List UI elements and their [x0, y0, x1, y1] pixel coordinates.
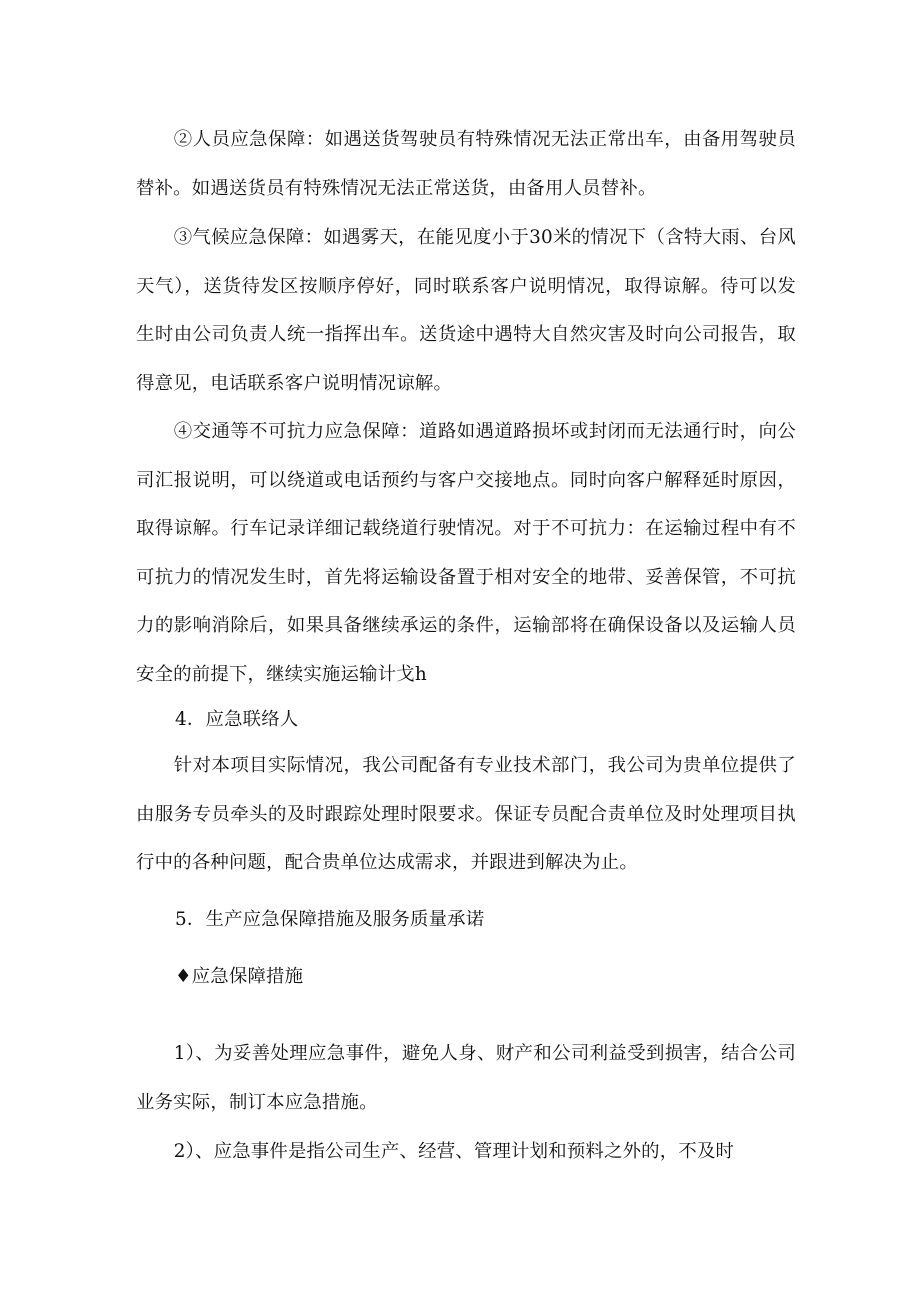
- bullet-heading-emergency-measures: ♦应急保障措施: [175, 966, 304, 987]
- paragraph-measure-2: 2）、应急事件是指公司生产、经营、管理计划和预料之外的，不及时: [173, 1141, 735, 1162]
- paragraph-force-majeure-emergency: ④交通等不可抗力应急保障：道路如遇道路损坏或封闭而无法通行时，向公司汇报说明，可以绕道或电话预约与客户交接地点。同时向客户解释延时原因，取得谅解。行车记录详细记载绕道行驶情况。对于不可抗力：在运输过程中有不可抗力的情况发生时，首先将运输设备置于相对安全的地带、妥善保管，不可抗力的影响消除后，如果具备继续承运的条件，运输部将在确保设备以及运输人员安全的前提下，继续实施运输计戈h: [136, 421, 796, 685]
- paragraph-weather-emergency: ③气候应急保障：如遇雾天，在能见度小于30米的情况下（含特大雨、台风天气），送货待发区按顺序停好，同时联系客户说明情况，取得谅解。待可以发生时由公司负责人统一指挥出车。送货途中遇特大自然灾害及时向公司报告，取得意见，电话联系客户说明情况谅解。: [136, 227, 796, 394]
- paragraph-measure-1: 1）、为妥善处理应急事件，避免人身、财产和公司利益受到损害，结合公司业务实际，制订本应急措施。: [136, 1043, 796, 1113]
- section-heading-production-emergency: 5．生产应急保障措施及服务质量承诺: [175, 909, 485, 930]
- section-heading-emergency-contact: 4．应急联络人: [175, 709, 299, 730]
- paragraph-emergency-contact: 针对本项目实际情况，我公司配备有专业技术部门，我公司为贵单位提供了由服务专员牵头的及时跟踪处理时限要求。保证专员配合责单位及时处理项目执行中的各种问题，配合贵单位达成需求，并跟进到解决为止。: [136, 755, 796, 873]
- paragraph-personnel-emergency: ②人员应急保障：如遇送货驾驶员有特殊情况无法正常出车，由备用驾驶员替补。如遇送货员有特殊情况无法正常送货，由备用人员替补。: [136, 129, 796, 199]
